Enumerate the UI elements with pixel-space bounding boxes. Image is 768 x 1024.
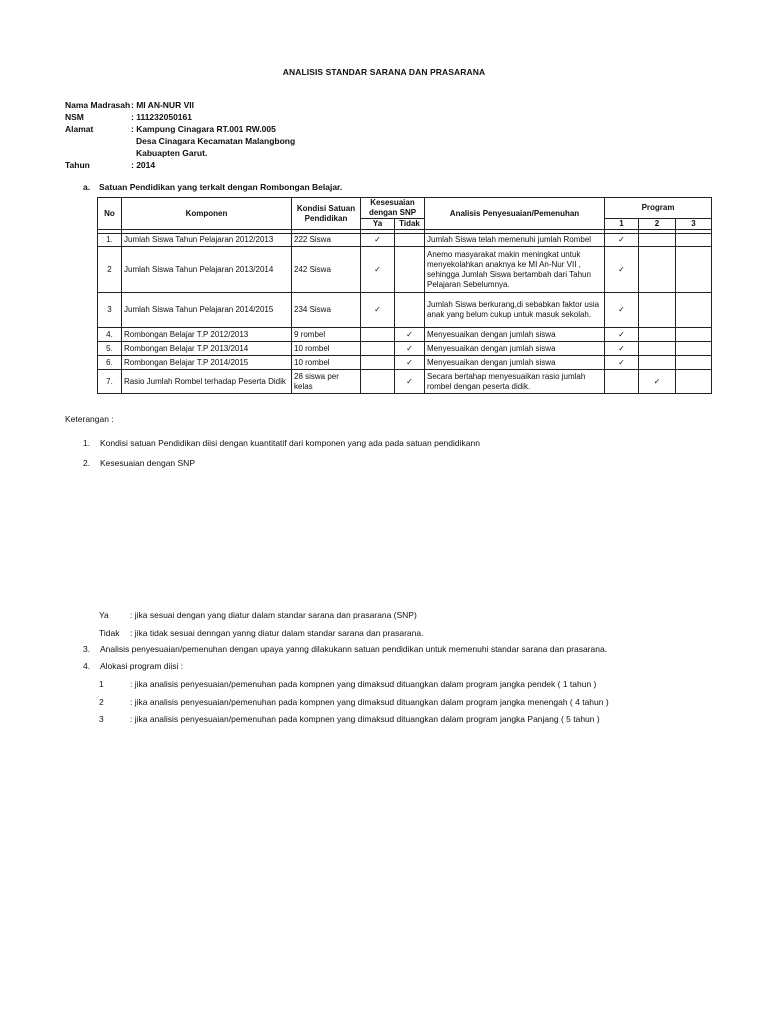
check-icon bbox=[676, 356, 712, 370]
header-program: Program bbox=[605, 198, 712, 219]
cell-kondisi: 10 rombel bbox=[292, 356, 361, 370]
identity-value: : MI AN-NUR VII bbox=[131, 100, 194, 110]
identity-value: : 111232050161 bbox=[131, 112, 192, 122]
check-icon bbox=[676, 328, 712, 342]
identity-label: Tahun bbox=[65, 160, 90, 170]
check-icon: ✓ bbox=[605, 356, 639, 370]
note-text: Analisis penyesuaian/pemenuhan dengan upaya yanng dilakukann satuan pendidikan untuk memenuhi standar sarana dan prasarana. bbox=[100, 644, 608, 654]
cell-komponen: Rombongan Belajar T.P 2013/2014 bbox=[122, 342, 292, 356]
header-komponen: Komponen bbox=[122, 198, 292, 230]
cell-komponen: Rombongan Belajar T.P 2014/2015 bbox=[122, 356, 292, 370]
identity-value: : Kampung Cinagara RT.001 RW.005 bbox=[131, 124, 276, 134]
identity-value: Kabuapten Garut. bbox=[136, 148, 208, 158]
header-kesesuaian: Kesesuaian dengan SNP bbox=[361, 198, 425, 219]
check-icon bbox=[605, 370, 639, 394]
cell-komponen: Rasio Jumlah Rombel terhadap Peserta Didik bbox=[122, 370, 292, 394]
table-row bbox=[98, 293, 712, 328]
check-icon: ✓ bbox=[361, 234, 395, 247]
check-icon bbox=[676, 247, 712, 293]
header-analisis: Analisis Penyesuaian/Pemenuhan bbox=[425, 198, 605, 230]
note-number: 2. bbox=[83, 458, 91, 468]
identity-row-alamat bbox=[65, 123, 295, 135]
alloc-text: : jika analisis penyesuaian/pemenuhan pada kompnen yang dimaksud dituangkan dalam program jangka menengah ( 4 tahun ) bbox=[130, 697, 609, 707]
cell-no: 1. bbox=[98, 234, 122, 247]
note-number: 1. bbox=[83, 438, 91, 448]
section-a-text: Satuan Pendidikan yang terkait dengan Rombongan Belajar. bbox=[99, 182, 343, 192]
cell-analisis: Menyesuaikan dengan jumlah siswa bbox=[425, 328, 605, 342]
cell-analisis: Menyesuaikan dengan jumlah siswa bbox=[425, 342, 605, 356]
note-item-1 bbox=[83, 438, 480, 448]
check-icon bbox=[361, 342, 395, 356]
table-row bbox=[98, 370, 712, 394]
check-icon: ✓ bbox=[605, 247, 639, 293]
check-icon bbox=[395, 234, 425, 247]
identity-value: : 2014 bbox=[131, 160, 156, 170]
cell-kondisi: 9 rombel bbox=[292, 328, 361, 342]
identity-label bbox=[65, 147, 131, 159]
check-icon bbox=[395, 293, 425, 328]
cell-kondisi: 222 Siswa bbox=[292, 234, 361, 247]
identity-row-nsm bbox=[65, 111, 295, 123]
note-tidak-text: : jika tidak sesuai denngan yanng diatur dalam standar sarana dan prasarana. bbox=[130, 628, 424, 638]
cell-no: 2 bbox=[98, 247, 122, 293]
alloc-text: : jika analisis penyesuaian/pemenuhan pada kompnen yang dimaksud dituangkan dalam program jangka Panjang ( 5 tahun ) bbox=[130, 714, 600, 724]
check-icon: ✓ bbox=[605, 234, 639, 247]
check-icon bbox=[361, 370, 395, 394]
document-title: ANALISIS STANDAR SARANA DAN PRASARANA bbox=[282, 67, 486, 77]
note-tidak-label: Tidak bbox=[99, 628, 120, 638]
header-program-3: 3 bbox=[676, 219, 712, 230]
section-a-heading bbox=[83, 182, 342, 192]
table-row bbox=[98, 328, 712, 342]
header-ya: Ya bbox=[361, 219, 395, 230]
cell-komponen: Jumlah Siswa Tahun Pelajaran 2014/2015 bbox=[122, 293, 292, 328]
note-number: 4. bbox=[83, 661, 91, 671]
check-icon: ✓ bbox=[395, 342, 425, 356]
check-icon bbox=[639, 234, 676, 247]
cell-kondisi: 28 siswa per kelas bbox=[292, 370, 361, 394]
cell-analisis: Menyesuaikan dengan jumlah siswa bbox=[425, 356, 605, 370]
alloc-number: 3 bbox=[99, 714, 104, 724]
identity-block bbox=[65, 99, 295, 171]
section-a-prefix: a. bbox=[83, 182, 91, 192]
identity-row-alamat-2 bbox=[65, 135, 295, 147]
note-ya-label: Ya bbox=[99, 610, 109, 620]
cell-analisis: Jumlah Siswa telah memenuhi jumlah Rombel bbox=[425, 234, 605, 247]
alloc-item-1 bbox=[99, 679, 596, 689]
table-row bbox=[98, 342, 712, 356]
cell-komponen: Jumlah Siswa Tahun Pelajaran 2012/2013 bbox=[122, 234, 292, 247]
check-icon: ✓ bbox=[639, 370, 676, 394]
identity-row-tahun bbox=[65, 159, 295, 171]
check-icon: ✓ bbox=[605, 342, 639, 356]
alloc-number: 2 bbox=[99, 697, 104, 707]
keterangan-label: Keterangan : bbox=[65, 414, 114, 424]
check-icon bbox=[639, 247, 676, 293]
note-item-4 bbox=[83, 661, 183, 671]
check-icon bbox=[639, 328, 676, 342]
check-icon bbox=[676, 293, 712, 328]
identity-label: Alamat bbox=[65, 124, 94, 134]
check-icon: ✓ bbox=[361, 247, 395, 293]
note-text: Alokasi program diisi : bbox=[100, 661, 184, 671]
check-icon bbox=[361, 356, 395, 370]
identity-row-nama bbox=[65, 99, 295, 111]
identity-row-alamat-3 bbox=[65, 147, 295, 159]
cell-analisis: Jumlah Siswa berkurang,di sebabkan faktor usia anak yang belum cukup untuk masuk sekolah. bbox=[425, 293, 605, 328]
cell-analisis: Anemo masyarakat makin meningkat untuk menyekolahkan anaknya ke MI An-Nur VII , sehingga Jumlah Siswa bertambah dari Tahun Pelajaran Sebelumnya. bbox=[425, 247, 605, 293]
note-text: Kesesuaian dengan SNP bbox=[100, 458, 195, 468]
cell-no: 4. bbox=[98, 328, 122, 342]
check-icon bbox=[639, 342, 676, 356]
header-no: No bbox=[98, 198, 122, 230]
check-icon: ✓ bbox=[361, 293, 395, 328]
check-icon: ✓ bbox=[395, 328, 425, 342]
check-icon bbox=[639, 356, 676, 370]
note-number: 3. bbox=[83, 644, 91, 654]
identity-label: Nama Madrasah bbox=[65, 100, 131, 110]
cell-no: 5. bbox=[98, 342, 122, 356]
cell-kondisi: 234 Siswa bbox=[292, 293, 361, 328]
cell-kondisi: 10 rombel bbox=[292, 342, 361, 356]
alloc-number: 1 bbox=[99, 679, 104, 689]
identity-label bbox=[65, 135, 131, 147]
header-tidak: Tidak bbox=[395, 219, 425, 230]
cell-komponen: Jumlah Siswa Tahun Pelajaran 2013/2014 bbox=[122, 247, 292, 293]
cell-analisis: Secara bertahap menyesuaikan rasio jumlah rombel dengan peserta didik. bbox=[425, 370, 605, 394]
cell-kondisi: 242 Siswa bbox=[292, 247, 361, 293]
check-icon: ✓ bbox=[395, 370, 425, 394]
check-icon bbox=[361, 328, 395, 342]
alloc-item-3 bbox=[99, 714, 600, 724]
cell-no: 7. bbox=[98, 370, 122, 394]
table-row bbox=[98, 356, 712, 370]
note-tidak bbox=[99, 628, 423, 638]
cell-no: 3 bbox=[98, 293, 122, 328]
check-icon: ✓ bbox=[605, 328, 639, 342]
table-row bbox=[98, 234, 712, 247]
check-icon bbox=[395, 247, 425, 293]
header-program-2: 2 bbox=[639, 219, 676, 230]
cell-komponen: Rombongan Belajar T.P 2012/2013 bbox=[122, 328, 292, 342]
check-icon bbox=[676, 342, 712, 356]
note-text: Kondisi satuan Pendidikan diisi dengan kuantitatif dari komponen yang ada pada satuan pendidikann bbox=[100, 438, 480, 448]
table-row bbox=[98, 247, 712, 293]
note-ya bbox=[99, 610, 417, 620]
rombel-table bbox=[97, 197, 712, 394]
note-ya-text: : jika sesuai dengan yang diatur dalam standar sarana dan prasarana (SNP) bbox=[130, 610, 417, 620]
check-icon bbox=[676, 370, 712, 394]
cell-no: 6. bbox=[98, 356, 122, 370]
check-icon: ✓ bbox=[605, 293, 639, 328]
check-icon bbox=[676, 234, 712, 247]
header-program-1: 1 bbox=[605, 219, 639, 230]
alloc-item-2 bbox=[99, 697, 609, 707]
identity-label: NSM bbox=[65, 112, 84, 122]
check-icon bbox=[639, 293, 676, 328]
identity-value: Desa Cinagara Kecamatan Malangbong bbox=[136, 136, 296, 146]
header-kondisi: Kondisi Satuan Pendidikan bbox=[292, 198, 361, 230]
note-item-2 bbox=[83, 458, 195, 468]
alloc-text: : jika analisis penyesuaian/pemenuhan pada kompnen yang dimaksud dituangkan dalam program jangka pendek ( 1 tahun ) bbox=[130, 679, 597, 689]
check-icon: ✓ bbox=[395, 356, 425, 370]
note-item-3 bbox=[83, 644, 607, 654]
